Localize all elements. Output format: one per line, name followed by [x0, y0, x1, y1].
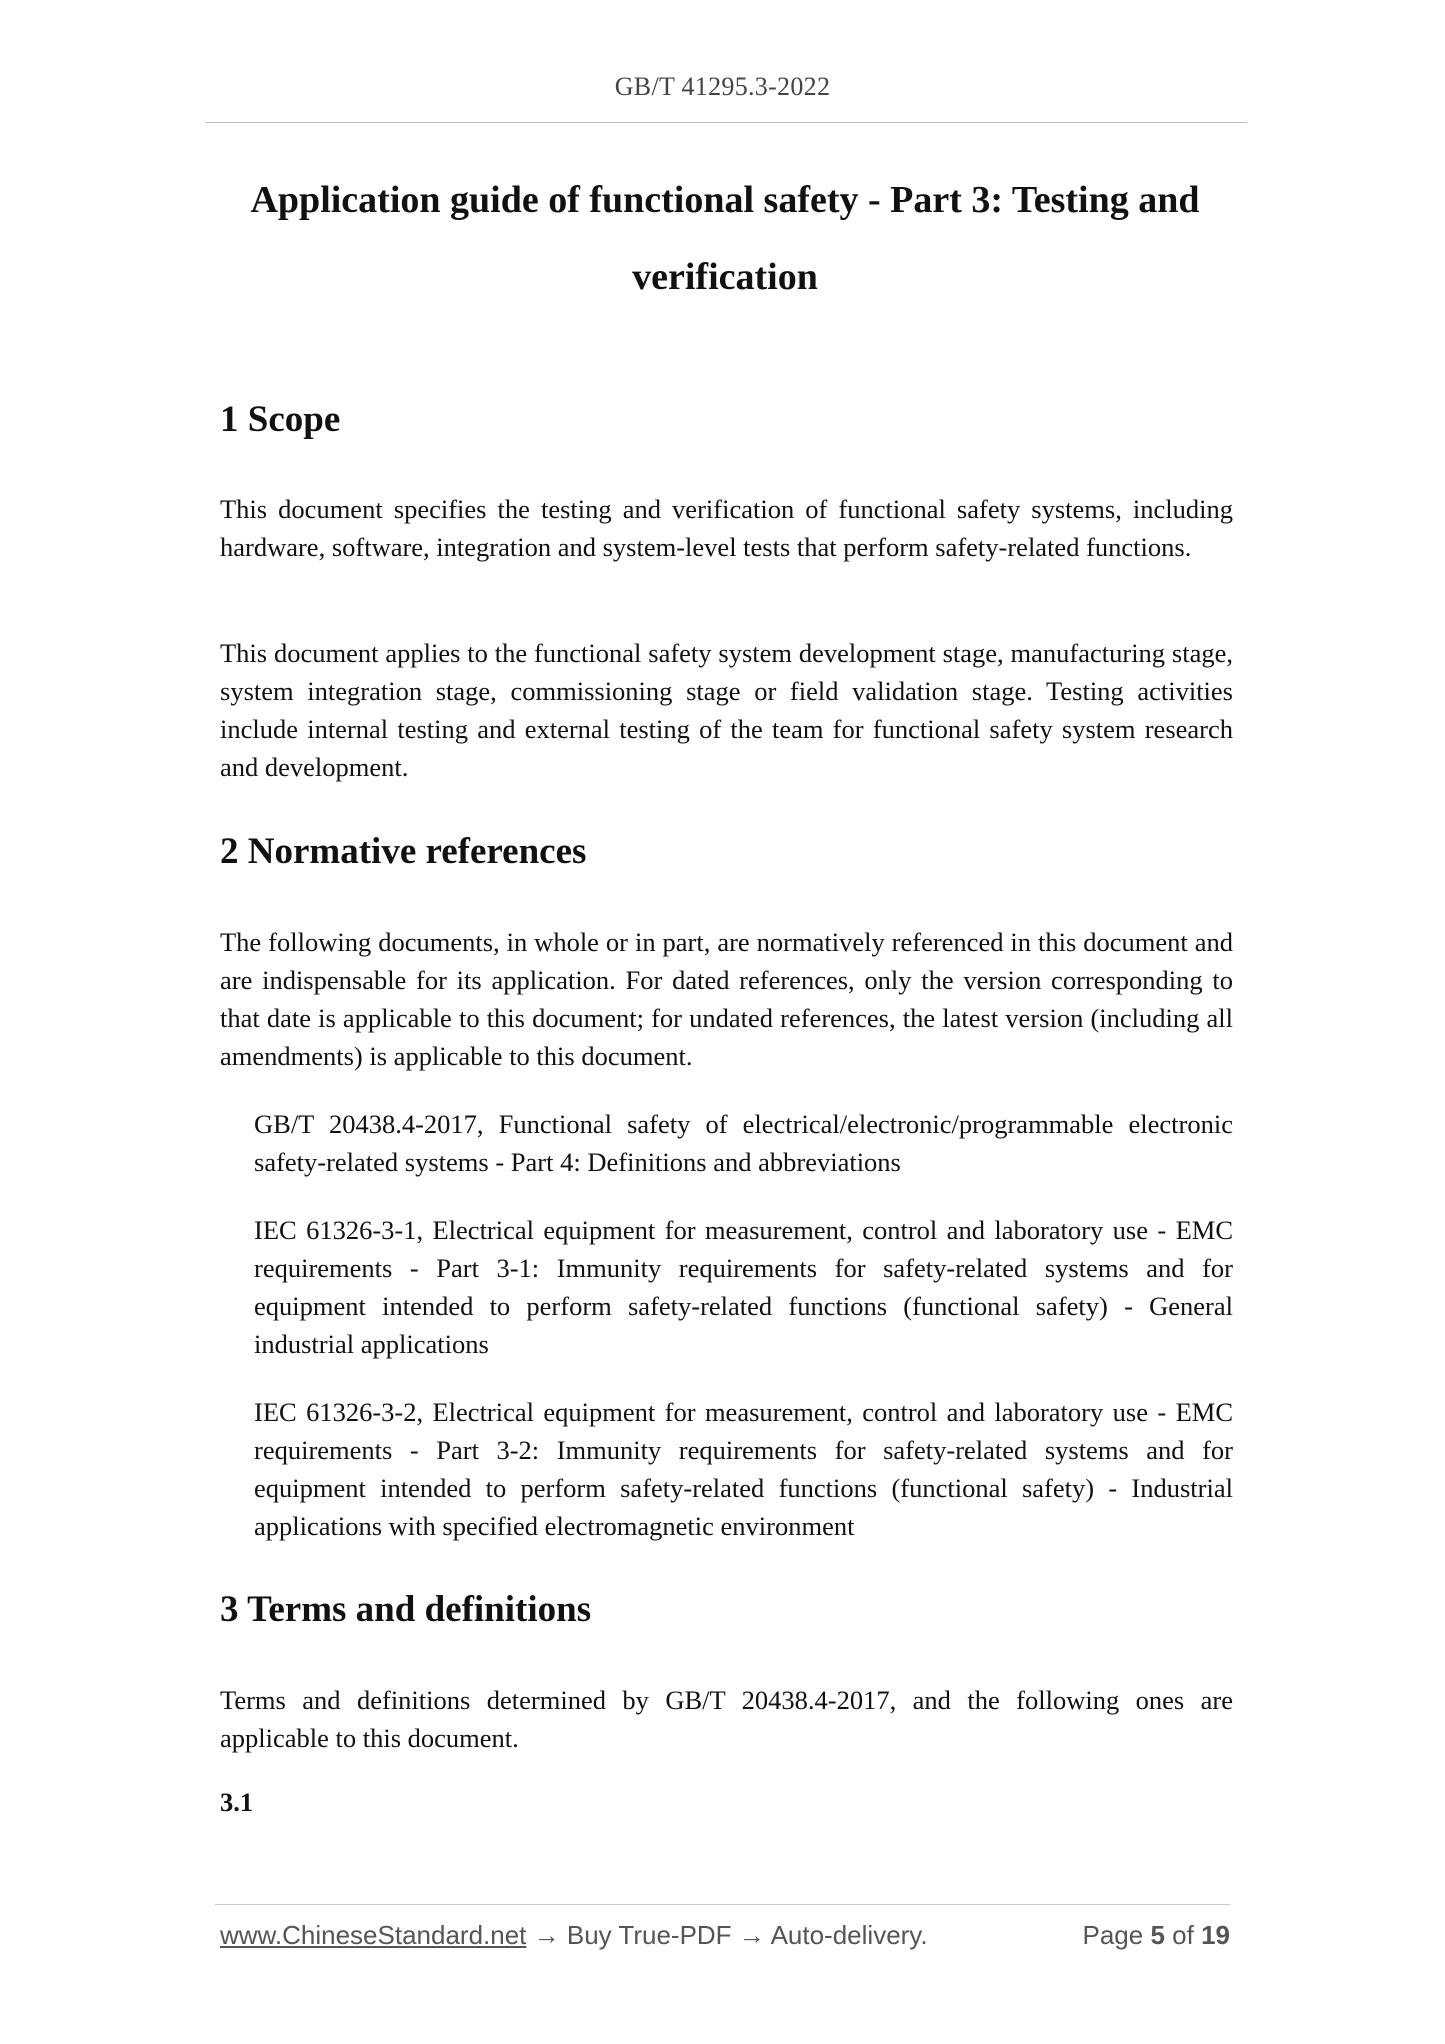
terms-paragraph: Terms and definitions determined by GB/T 20438.4-2017, and the following ones are applicable to this document. [220, 1685, 1233, 1753]
reference-item-3: IEC 61326-3-2, Electrical equipment for measurement, control and laboratory use - EMC requirements - Part 3-2: Immunity requirements for safety-related systems and for equipment intended to perform safety-related functions (functional safety) - Industrial applications with specified electromagnetic environment [254, 1397, 1233, 1541]
total-pages-number: 19 [1201, 1920, 1230, 1950]
page-of-label: of [1172, 1920, 1194, 1950]
current-page-number: 5 [1150, 1920, 1165, 1950]
section-heading-scope: 1 Scope [220, 399, 341, 440]
footer-promo [220, 1920, 928, 1951]
normative-intro-paragraph: The following documents, in whole or in part, are normatively referenced in this document and are indispensable for its application. For dated references, only the version corresponding to that date is applicable to this document; for undated references, the latest version (including all amendments) is applicable to this document. [220, 927, 1233, 1071]
header-divider [205, 122, 1247, 123]
page-indicator [1082, 1920, 1230, 1951]
page-footer [220, 1920, 1230, 1960]
website-link[interactable]: www.ChineseStandard.net [220, 1920, 527, 1950]
clause-number-3-1: 3.1 [220, 1787, 254, 1817]
reference-item-2: IEC 61326-3-1, Electrical equipment for measurement, control and laboratory use - EMC requirements - Part 3-1: Immunity requirements for safety-related systems and for equipment intended to perform safety-related functions (functional safety) - General industrial applications [254, 1215, 1233, 1359]
footer-divider [215, 1904, 1230, 1905]
page-label: Page [1082, 1920, 1144, 1950]
section-heading-normative-references: 2 Normative references [220, 831, 587, 872]
document-code: GB/T 41295.3-2022 [614, 72, 831, 101]
footer-promo-text: → Buy True-PDF → Auto-delivery. [526, 1920, 928, 1950]
document-title: Application guide of functional safety - Part 3: Testing and verification [250, 179, 1200, 298]
scope-paragraph-2: This document applies to the functional safety system development stage, manufacturing stage, system integration stage, commissioning stage or field validation stage. Testing activities include internal testing and external testing of the team for functional safety system research and development. [220, 638, 1233, 782]
scope-paragraph-1: This document specifies the testing and verification of functional safety systems, including hardware, software, integration and system-level tests that perform safety-related functions. [220, 494, 1233, 562]
reference-item-1: GB/T 20438.4-2017, Functional safety of electrical/electronic/programmable electronic safety-related systems - Part 4: Definitions and abbreviations [254, 1109, 1233, 1177]
section-heading-terms-definitions: 3 Terms and definitions [220, 1589, 592, 1630]
